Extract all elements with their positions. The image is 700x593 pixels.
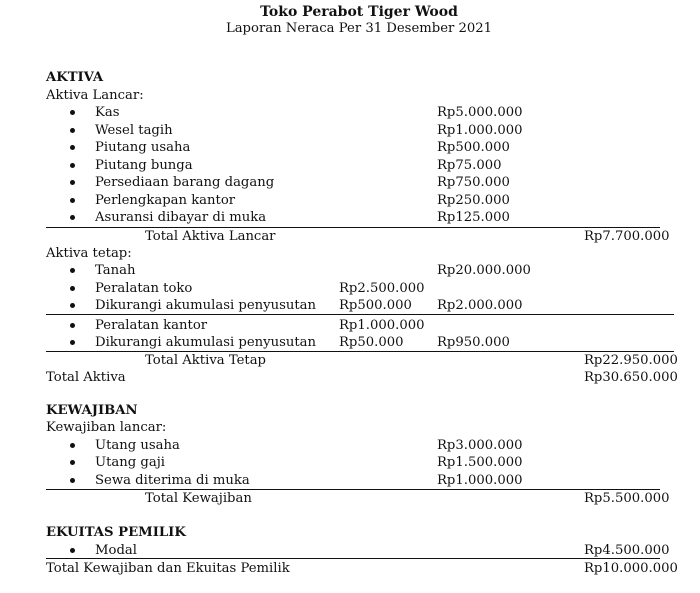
section-heading-kewajiban: KEWAJIBAN (46, 403, 138, 418)
item-subamount: Rp50.000 (339, 335, 404, 350)
item-amount: Rp4.500.000 (584, 543, 670, 558)
grand-total-label: Total Kewajiban dan Ekuitas Pemilik (46, 561, 290, 576)
grand-total-amount: Rp10.000.000 (584, 561, 678, 576)
item-amount: Rp950.000 (437, 335, 510, 350)
bullet-icon (70, 460, 75, 465)
total-aktiva-tetap-amount: Rp22.950.000 (584, 353, 678, 368)
item-name: Modal (95, 543, 137, 558)
item-name: Dikurangi akumulasi penyusutan (95, 335, 316, 350)
bullet-icon (70, 340, 75, 345)
bullet-icon (70, 323, 75, 328)
item-amount: Rp3.000.000 (437, 438, 523, 453)
bullet-icon (70, 128, 75, 133)
item-amount: Rp75.000 (437, 158, 502, 173)
item-name: Kas (95, 105, 120, 120)
item-name: Dikurangi akumulasi penyusutan (95, 298, 316, 313)
item-subamount: Rp2.500.000 (339, 281, 425, 296)
item-amount: Rp250.000 (437, 193, 510, 208)
divider (46, 558, 660, 559)
item-name: Persediaan barang dagang (95, 175, 275, 190)
item-amount: Rp20.000.000 (437, 263, 531, 278)
divider (46, 314, 674, 315)
bullet-icon (70, 215, 75, 220)
divider (46, 351, 674, 352)
divider (46, 227, 660, 228)
subsection-label-aktiva-lancar: Aktiva Lancar: (46, 88, 144, 103)
bullet-icon (70, 548, 75, 553)
item-name: Tanah (95, 263, 136, 278)
bullet-icon (70, 303, 75, 308)
bullet-icon (70, 268, 75, 273)
item-name: Utang usaha (95, 438, 180, 453)
section-heading-ekuitas: EKUITAS PEMILIK (46, 525, 186, 540)
section-heading-aktiva: AKTIVA (46, 70, 104, 85)
total-aktiva-lancar-amount: Rp7.700.000 (584, 229, 670, 244)
item-amount: Rp750.000 (437, 175, 510, 190)
bullet-icon (70, 443, 75, 448)
bullet-icon (70, 286, 75, 291)
bullet-icon (70, 163, 75, 168)
item-name: Sewa diterima di muka (95, 473, 250, 488)
bullet-icon (70, 110, 75, 115)
item-name: Perlengkapan kantor (95, 193, 236, 208)
total-kewajiban-label: Total Kewajiban (145, 491, 252, 506)
item-amount: Rp5.000.000 (437, 105, 523, 120)
subsection-label-aktiva-tetap: Aktiva tetap: (46, 246, 132, 261)
item-name: Utang gaji (95, 455, 166, 470)
divider (46, 489, 660, 490)
total-aktiva-amount: Rp30.650.000 (584, 370, 678, 385)
item-amount: Rp1.500.000 (437, 455, 523, 470)
item-subamount: Rp500.000 (339, 298, 412, 313)
item-amount: Rp1.000.000 (437, 473, 523, 488)
item-name: Piutang bunga (95, 158, 193, 173)
report-subtitle: Laporan Neraca Per 31 Desember 2021 (225, 21, 493, 36)
item-name: Asuransi dibayar di muka (95, 210, 267, 225)
item-subamount: Rp1.000.000 (339, 318, 425, 333)
item-name: Wesel tagih (95, 123, 173, 138)
subsection-label-kewajiban-lancar: Kewajiban lancar: (46, 420, 167, 435)
total-aktiva-tetap-label: Total Aktiva Tetap (145, 353, 266, 368)
total-aktiva-label: Total Aktiva (46, 370, 126, 385)
total-aktiva-lancar-label: Total Aktiva Lancar (145, 229, 276, 244)
item-amount: Rp125.000 (437, 210, 510, 225)
item-name: Peralatan kantor (95, 318, 208, 333)
item-amount: Rp1.000.000 (437, 123, 523, 138)
bullet-icon (70, 198, 75, 203)
total-kewajiban-amount: Rp5.500.000 (584, 491, 670, 506)
item-name: Peralatan toko (95, 281, 193, 296)
item-amount: Rp2.000.000 (437, 298, 523, 313)
bullet-icon (70, 478, 75, 483)
item-amount: Rp500.000 (437, 140, 510, 155)
item-name: Piutang usaha (95, 140, 191, 155)
bullet-icon (70, 145, 75, 150)
company-title: Toko Perabot Tiger Wood (260, 4, 458, 20)
bullet-icon (70, 180, 75, 185)
